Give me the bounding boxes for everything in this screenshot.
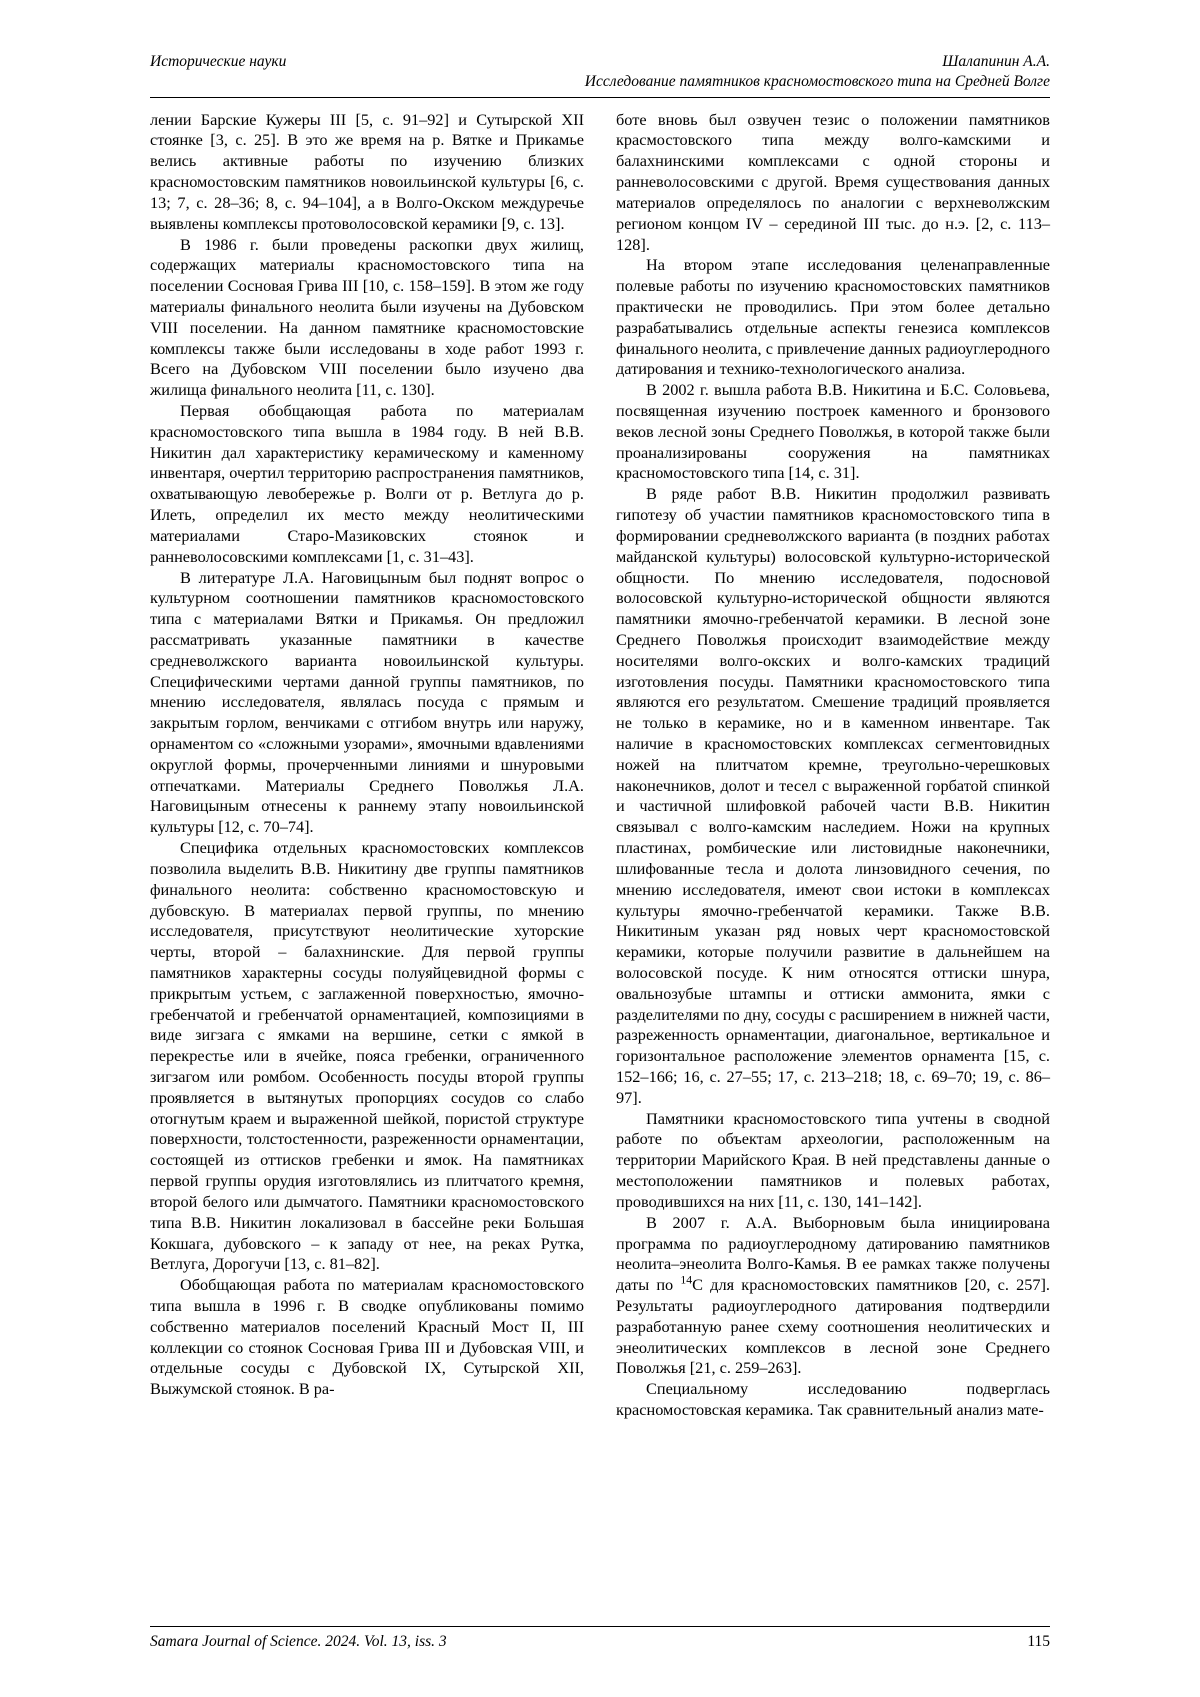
- page-number: 115: [1027, 1633, 1050, 1650]
- running-head-article: [330, 52, 1050, 92]
- paragraph: В 2002 г. вышла работа В.В. Никитина и Б.С. Соловьева, посвященная изучению построек каменного и бронзового веков лесной зоны Среднего Поволжья, в которой также были проанализированы сооружения на памятниках красномостовского типа [14, с. 31].: [616, 380, 1050, 483]
- paragraph: боте вновь был озвучен тезис о положении памятников красмостовского типа между волго-камскими и балахнинскими комплексами с одной стороны и ранневолосовскими с другой. Время существования данных материалов определялось по аналогии с верхневолжским регионом концом IV – серединой III тыс. до н.э. [2, с. 113–128].: [616, 109, 1050, 254]
- page-footer: [150, 1626, 1050, 1651]
- running-head: [150, 52, 1050, 98]
- journal-citation: Samara Journal of Science. 2024. Vol. 13, iss. 3: [150, 1633, 447, 1650]
- running-head-section: Исторические науки: [150, 53, 287, 70]
- running-head-author: Шалапинин А.А.: [942, 53, 1050, 70]
- body-columns: [150, 110, 1050, 1565]
- paragraph: В литературе Л.А. Наговицыным был поднят вопрос о культурном соотношении памятников красномостовского типа с материалами Вятки и Прикамья. Он предложил рассматривать указанные памятники в качестве средневолжского варианта новоильинской культуры. Специфическими чертами данной группы памятников, по мнению исследователя, являлась посуда с прямым и закрытым горлом, венчиками с отгибом внутрь или наружу, орнаментом со «сложными узорами», ямочными вдавлениями округлой формы, прочерченными линиями и шнуровыми отпечатками. Материалы Среднего Поволжья Л.А. Наговицыным отнесены к раннему этапу новоильинской культуры [12, с. 70–74].: [150, 567, 584, 837]
- paragraph: В 2007 г. А.А. Выборновым была инициирована программа по радиоуглеродному датированию памятников неолита–энеолита Волго-Камья. В ее рамках также получены даты по $^{14}$С для красномостовских памятников [20, с. 257]. Результаты радиоуглеродного датирования подтвердили разработанную ранее схему соотношения неолитических и энеолитических комплексов в лесной зоне Среднего Поволжья [21, с. 259–263].: [616, 1212, 1051, 1378]
- paragraph: Специальному исследованию подверглась красномостовская керамика. Так сравнительный анализ мате-: [616, 1379, 1050, 1420]
- paragraph: лении Барские Кужеры III [5, с. 91–92] и Сутырской XII стоянке [3, с. 25]. В это же время на р. Вятке и Прикамье велись активные работы по изучению близких красномостовским памятников новоильинской культуры [6, с. 13; 7, с. 28–36; 8, с. 94–104], а в Волго-Окском междуречье выявлены комплексы протоволосовской керамики [9, с. 13].: [150, 109, 584, 233]
- paragraph: Памятники красномостовского типа учтены в сводной работе по объектам археологии, расположенным на территории Марийского Края. В ней представлены данные о местоположении памятников и полевых работах, проводившихся на них [11, с. 130, 141–142].: [616, 1108, 1050, 1211]
- paragraph: Специфика отдельных красномостовских комплексов позволила выделить В.В. Никитину две группы памятников финального неолита: собственно красномостовскую и дубовскую. В материалах первой группы, по мнению исследователя, присутствуют неолитические хуторские черты, второй – балахнинские. Для первой группы памятников характерны сосуды полуяйцевидной формы с прикрытым устьем, с заглаженной поверхностью, ямочно-гребенчатой и гребенчатой орнаментацией, композициями в виде зигзага с ямками на вершине, сетки с ямкой в перекрестье или в ячейке, пояса гребенки, ограниченного зигзагом или ромбом. Особенность посуды второй группы проявляется в вытянутых пропорциях сосудов со слабо отогнутым краем и выраженной шейкой, пористой структуре поверхности, толстостенности, разреженности орнаментации, состоящей из оттисков гребенки и ямок. На памятниках первой группы орудия изготовлялись из плитчатого кремня, второй белого или дымчатого. Памятники красномостовского типа В.В. Никитин локализовал в бассейне реки Большая Кокшага, дубовского – к западу от нее, на реках Рутка, Ветлуга, Дорогучи [13, с. 81–82].: [150, 838, 584, 1274]
- column-left: [150, 110, 584, 1565]
- paragraph: В ряде работ В.В. Никитин продолжил развивать гипотезу об участии памятников красномостовского типа в формировании средневолжского варианта (в поздних работах майданской культуры) волосовской культурно-исторической общности. По мнению исследователя, подосновой волосовской культурно-исторической общности являются памятники ямочно-гребенчатой керамики. В лесной зоне Среднего Поволжья происходит взаимодействие между носителями волго-окских и волго-камских традиций изготовления посуды. Памятники красномостовского типа являются его результатом. Смешение традиций проявляется не только в керамике, но и в каменном инвентаре. Так наличие в красномостовских комплексах сегментовидных ножей на плитчатом кремне, треугольно-черешковых наконечников, долот и тесел с выраженной горбатой спинкой и частичной шлифовкой рабочей части В.В. Никитин связывал с волго-камским наследием. Ножи на крупных пластинах, ромбические или листовидные наконечники, шлифованные тесла и долота линзовидного сечения, по мнению исследователя, имеют свои истоки в комплексах культуры ямочно-гребенчатой керамики. Также В.В. Никитиным указан ряд новых черт красномостовской керамики, которые получили развитие в дальнейшем на волосовской посуде. К ним относятся оттиски шнура, овальнозубые штампы и оттиски аммонита, ямки с разделителями по дну, сосуды с расширением в нижней части, разреженность орнаментации, диагональное, вертикальное и горизонтальное расположение элементов орнамента [15, с. 152–166; 16, с. 27–55; 17, с. 213–218; 18, с. 69–70; 19, с. 86–97].: [616, 484, 1050, 1107]
- paragraph: Обобщающая работа по материалам красномостовского типа вышла в 1996 г. В сводке опубликованы помимо собственно материалов поселений Красный Мост II, III коллекции со стоянок Сосновая Грива III и Дубовская VIII, и отдельные сосуды с Дубовской IX, Сутырской XII, Выжумской стоянок. В ра-: [150, 1275, 584, 1399]
- paragraph: Первая обобщающая работа по материалам красномостовского типа вышла в 1984 году. В ней В.В. Никитин дал характеристику керамическому и каменному инвентаря, очертил территорию распространения памятников, охватывающую левобережье р. Волги от р. Ветлуга до р. Илеть, определил их место между неолитическими материалами Старо-Мазиковских стоянок и ранневолосовскими комплексами [1, с. 31–43].: [150, 401, 584, 566]
- running-head-title: Исследование памятников красномостовского типа на Средней Волге: [584, 72, 1050, 90]
- column-right: [616, 110, 1050, 1565]
- paragraph: На втором этапе исследования целенаправленные полевые работы по изучению красномостовских памятников практически не проводились. При этом более детально разрабатывались отдельные аспекты генезиса комплексов финального неолита, с привлечение данных радиоуглеродного датирования и технико-технологического анализа.: [616, 255, 1050, 379]
- paragraph: В 1986 г. были проведены раскопки двух жилищ, содержащих материалы красномостовского типа на поселении Сосновая Грива III [10, с. 158–159]. В этом же году материалы финального неолита были изучены на Дубовском VIII поселении. На данном памятнике красномостовские комплексы также были исследованы в ходе работ 1993 г. Всего на Дубовском VIII поселении было изучено два жилища финального неолита [11, с. 130].: [150, 234, 584, 400]
